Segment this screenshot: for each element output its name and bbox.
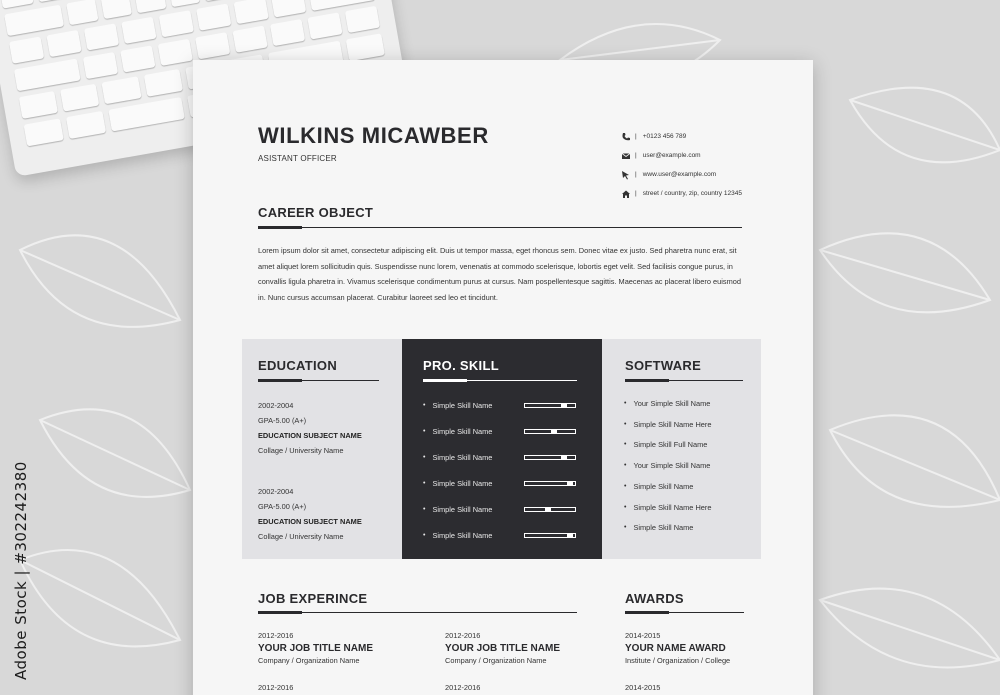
software-item: • Your Simple Skill Name [624, 461, 711, 471]
software-column [602, 339, 761, 559]
skill-level-knob [561, 403, 567, 408]
award-entry: 2014-2015 YOUR NAME AWARD Institute / Organization / College [625, 631, 731, 665]
software-title: SOFTWARE [625, 358, 702, 373]
software-item: • Simple Skill Full Name [624, 440, 708, 450]
skill-name: Simple Skill Name [432, 452, 493, 462]
skill-level-bar [524, 533, 576, 538]
software-item: • Simple Skill Name Here [624, 502, 712, 512]
skill-row: • Simple Skill Name [423, 425, 583, 437]
awards-divider [625, 612, 744, 613]
award-entry: 2014-2015 [625, 683, 661, 692]
phone-icon [621, 132, 631, 142]
envelope-icon [621, 151, 631, 161]
skill-level-knob [545, 507, 551, 512]
home-icon [621, 189, 631, 199]
software-item: • Your Simple Skill Name [624, 399, 711, 408]
contact-address-text: street / country, zip, country 12345 [642, 190, 742, 197]
cursor-icon [621, 170, 631, 180]
education-column [242, 339, 402, 559]
education-title: EDUCATION [258, 358, 338, 373]
skill-level-bar [524, 403, 576, 408]
skill-level-bar [524, 507, 576, 512]
job-entry: 2012-2016 YOUR JOB TITLE NAME Company / Organization Name [258, 631, 374, 665]
skill-level-knob [567, 533, 573, 538]
skill-level-bar [524, 481, 576, 486]
contact-email: | user@example.com [621, 146, 742, 165]
software-name: Simple Skill Name [633, 481, 694, 491]
contact-email-text: user@example.com [642, 152, 701, 159]
career-text: Lorem ipsum dolor sit amet, consectetur adipiscing elit. Duis ut tempor massa, eget rhoncus sem. Donec vitae ex justo. Sed pharetra nunc erat, sit amet aliquet lorem sollicitudin quis. Suspendisse nunc lorem, venenatis at commodo scelerisque, lobortis eget velit. Sed facilisis congue purus, in convallis ligula pharetra in. Vivamus scelerisque condimentum purus at cursus. Nam pospellentesque sagittis. Maecenas ac placerat libero euismod in. Nunc cursus accumsan placerat. Curabitur laoreet sed leo et tincidunt. [258, 246, 741, 302]
skill-row: • Simple Skill Name [423, 503, 583, 515]
job-entry: 2012-2016 [258, 683, 294, 692]
education-entry: 2002-2004 GPA-5.00 (A+) EDUCATION SUBJECT NAME Collage / University Name [258, 401, 362, 455]
contact-website-text: www.user@example.com [642, 171, 717, 178]
software-item: • Simple Skill Name [624, 481, 694, 491]
software-name: Your Simple Skill Name [633, 461, 711, 471]
skills-band [242, 339, 761, 559]
awards-title: AWARDS [625, 591, 684, 606]
contact-address: | street / country, zip, country 12345 [621, 184, 742, 203]
pro-skill-column [402, 339, 602, 559]
career-title: CAREER OBJECT [258, 205, 374, 220]
skill-name: Simple Skill Name [432, 504, 493, 514]
contact-list [621, 127, 742, 203]
pro-skill-title: PRO. SKILL [423, 358, 499, 373]
contact-website: | www.user@example.com [621, 165, 742, 184]
software-name: Simple Skill Full Name [633, 440, 708, 450]
software-item: • Simple Skill Name [624, 523, 694, 533]
skill-level-knob [567, 481, 573, 486]
skill-name: Simple Skill Name [432, 478, 493, 488]
skill-row: • Simple Skill Name [423, 477, 583, 489]
skill-level-bar [524, 455, 576, 460]
skill-level-knob [561, 455, 567, 460]
job-title: JOB EXPERINCE [258, 591, 368, 606]
software-name: Simple Skill Name Here [633, 419, 712, 429]
resume-page [193, 60, 813, 695]
skill-row: • Simple Skill Name [423, 529, 583, 541]
skill-level-bar [524, 429, 576, 434]
contact-phone-text: +0123 456 789 [642, 133, 687, 140]
education-divider [258, 380, 379, 381]
job-divider [258, 612, 577, 613]
skill-row: • Simple Skill Name [423, 451, 583, 463]
resume-role: ASISTANT OFFICER [258, 154, 337, 163]
software-name: Your Simple Skill Name [633, 399, 711, 408]
software-name: Simple Skill Name Here [633, 502, 712, 512]
education-entry: 2002-2004 GPA-5.00 (A+) EDUCATION SUBJECT NAME Collage / University Name [258, 487, 362, 541]
skill-level-knob [551, 429, 557, 434]
career-divider [258, 227, 742, 228]
skill-row: • Simple Skill Name [423, 399, 583, 411]
software-divider [625, 380, 743, 381]
pro-skill-divider [423, 380, 577, 381]
stock-watermark: Adobe Stock | #302242380 [12, 461, 30, 680]
software-name: Simple Skill Name [633, 523, 694, 533]
job-entry: 2012-2016 YOUR JOB TITLE NAME Company / Organization Name [445, 631, 561, 665]
skill-name: Simple Skill Name [432, 530, 493, 540]
job-entry: 2012-2016 [445, 683, 481, 692]
software-item: • Simple Skill Name Here [624, 419, 712, 429]
contact-phone: | +0123 456 789 [621, 127, 742, 146]
skill-name: Simple Skill Name [432, 426, 493, 436]
resume-name: WILKINS MICAWBER [258, 123, 489, 148]
skill-name: Simple Skill Name [432, 400, 493, 410]
